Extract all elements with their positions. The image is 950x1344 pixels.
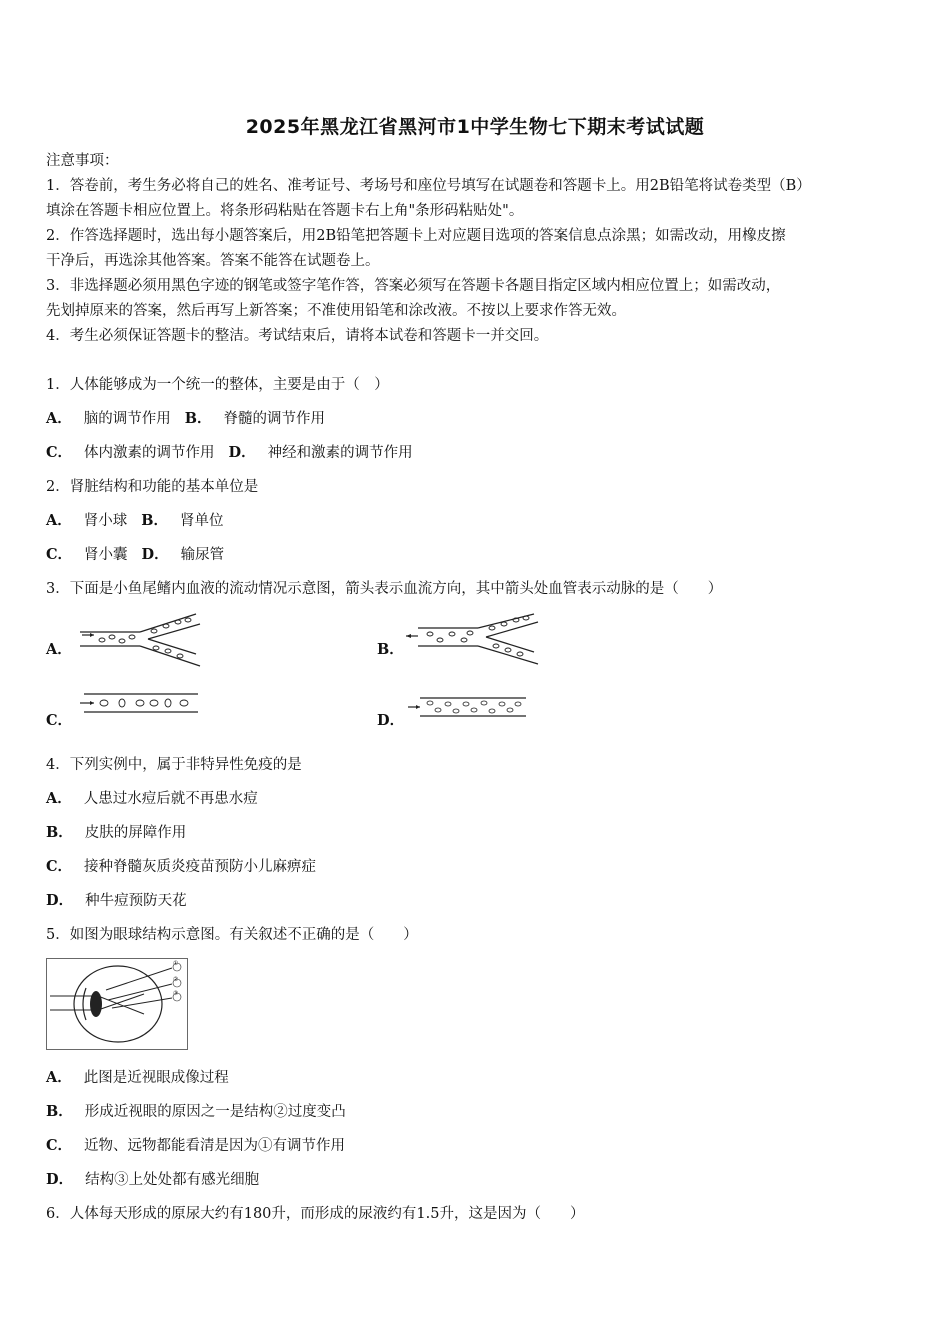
- option-letter: B．: [46, 1103, 73, 1120]
- figure-vessel-a: [78, 612, 206, 668]
- notice-line: 4．考生必须保证答题卡的整洁。考试结束后，请将本试卷和答题卡一并交回。: [46, 328, 549, 344]
- question-1-options-cd: [46, 443, 413, 463]
- option-letter: B．: [184, 410, 212, 427]
- option-c: 肾小囊: [84, 547, 128, 563]
- figure-eyeball: [46, 958, 188, 1050]
- option-letter: D．: [46, 892, 74, 909]
- option-d: 种牛痘预防天花: [85, 893, 187, 909]
- question-5-stem: 5．如图为眼球结构示意图。有关叙述不正确的是（ ）: [46, 927, 418, 943]
- question-4-option-d: [46, 891, 187, 911]
- figure-vessel-b: [404, 612, 542, 668]
- option-d: 结构③上处处都有感光细胞: [85, 1172, 260, 1188]
- option-letter: C．: [46, 858, 73, 875]
- option-letter: D．: [377, 712, 405, 729]
- option-letter: D．: [46, 1171, 74, 1188]
- figure-vessel-c: [78, 692, 202, 716]
- option-a: 人患过水痘后就不再患水痘: [83, 791, 258, 807]
- option-letter: A．: [46, 1069, 72, 1086]
- option-c: 近物、远物都能看清是因为①有调节作用: [84, 1138, 346, 1154]
- option-letter: C．: [46, 546, 73, 563]
- question-2-options-cd: [46, 545, 224, 565]
- option-d: 输尿管: [180, 547, 225, 563]
- option-letter: D．: [228, 444, 256, 461]
- question-4-option-c: [46, 857, 316, 877]
- option-b: 脊髓的调节作用: [223, 411, 326, 427]
- option-a: 肾小球: [83, 513, 128, 529]
- option-c: 体内激素的调节作用: [84, 445, 215, 461]
- figure-vessel-d: [406, 696, 530, 720]
- option-b: 皮肤的屏障作用: [84, 825, 187, 841]
- question-4-stem: 4．下列实例中，属于非特异性免疫的是: [46, 757, 302, 773]
- question-1-stem: 1．人体能够成为一个统一的整体，主要是由于（ ）: [46, 377, 389, 393]
- option-letter: C．: [46, 1137, 73, 1154]
- option-letter: D．: [141, 546, 169, 563]
- notice-line: 2．作答选择题时，选出每小题答案后，用2B铅笔把答题卡上对应题目选项的答案信息点涂黑；如需改动，用橡皮擦: [46, 228, 786, 244]
- option-letter: A．: [46, 790, 72, 807]
- option-d: 神经和激素的调节作用: [267, 445, 413, 461]
- notice-heading: 注意事项：: [46, 153, 119, 169]
- notice-line: 干净后，再选涂其他答案。答案不能答在试题卷上。: [46, 253, 380, 269]
- option-letter: B．: [141, 512, 169, 529]
- question-5-option-a: [46, 1068, 229, 1088]
- option-letter: B．: [46, 824, 73, 841]
- option-b: 肾单位: [180, 513, 224, 529]
- notice-line: 先划掉原来的答案，然后再写上新答案；不准使用铅笔和涂改液。不按以上要求作答无效。: [46, 303, 626, 319]
- question-5-option-c: [46, 1136, 345, 1156]
- notice-line: 3．非选择题必须用黑色字迹的钢笔或签字笔作答，答案必须写在答题卡各题目指定区域内相应位置上；如需改动，: [46, 278, 781, 294]
- eye-label-3: ③: [173, 990, 179, 997]
- option-letter: C．: [46, 444, 73, 461]
- question-3-stem: 3．下面是小鱼尾鳍内血液的流动情况示意图，箭头表示血流方向，其中箭头处血管表示动脉的是（ ）: [46, 581, 723, 597]
- notice-line: 1．答卷前，考生务必将自己的姓名、准考证号、考场号和座位号填写在试题卷和答题卡上。用2B铅笔将试卷类型（B）: [46, 178, 811, 194]
- eye-label-2: ②: [173, 976, 179, 983]
- question-5-option-b: [46, 1102, 346, 1122]
- option-letter: A．: [46, 512, 72, 529]
- option-b: 形成近视眼的原因之一是结构②过度变凸: [84, 1104, 346, 1120]
- question-6-stem: 6．人体每天形成的原尿大约有180升，而形成的尿液约有1.5升，这是因为（ ）: [46, 1206, 585, 1222]
- option-c: 接种脊髓灰质炎疫苗预防小儿麻痹症: [84, 859, 317, 875]
- option-letter: B．: [377, 641, 404, 658]
- option-a: 脑的调节作用: [83, 411, 171, 427]
- eye-label-1: ①: [173, 960, 179, 967]
- option-letter: A．: [46, 410, 72, 427]
- option-letter: A．: [46, 641, 72, 658]
- question-4-option-a: [46, 789, 258, 809]
- notice-line: 填涂在答题卡相应位置上。将条形码粘贴在答题卡右上角"条形码粘贴处"。: [46, 203, 524, 219]
- page-title: 2025年黑龙江省黑河市1中学生物七下期末考试试题: [245, 116, 705, 138]
- question-2-stem: 2．肾脏结构和功能的基本单位是: [46, 479, 259, 495]
- option-letter: C．: [46, 712, 73, 729]
- question-5-option-d: [46, 1170, 259, 1190]
- question-2-options-ab: [46, 511, 224, 531]
- question-1-options-ab: [46, 409, 325, 429]
- question-4-option-b: [46, 823, 186, 843]
- option-a: 此图是近视眼成像过程: [83, 1070, 229, 1086]
